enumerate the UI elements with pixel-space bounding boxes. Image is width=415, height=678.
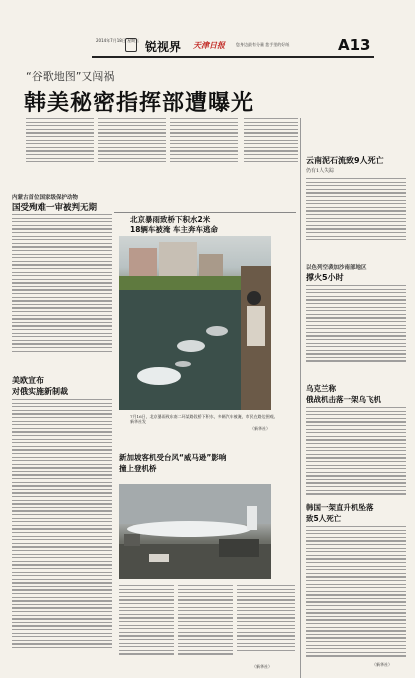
lead-body-col-4	[244, 118, 298, 165]
right-story4-body	[306, 526, 406, 659]
header-date: 2014年7月18日 星期五	[96, 38, 140, 43]
flood-credit: （新华社）	[250, 426, 270, 431]
right-story2-subtitle: 撑火5小时	[306, 273, 344, 282]
left-story2-title-2: 对俄实施新制裁	[12, 387, 68, 396]
left-story2-title-1: 美欧宣布	[12, 376, 44, 385]
flood-photo	[119, 236, 271, 410]
left-story1-subtitle: 国受殉难一审被判无期	[12, 203, 98, 213]
left-story1-body	[12, 214, 112, 354]
right-story3-body	[306, 407, 406, 497]
right-story4-title-1: 韩国一架直升机坠落	[306, 503, 374, 512]
right-story2-body	[306, 285, 406, 364]
plane-title-2: 撞上登机桥	[119, 464, 157, 473]
right-story1-body	[306, 178, 406, 243]
plane-body-col-1	[119, 585, 174, 657]
section-title: 锐视界	[145, 40, 182, 54]
right-story3-title-1: 乌克兰称	[306, 384, 336, 393]
lead-body-col-1	[26, 118, 94, 165]
flood-title-1: 北京暴雨致桥下积水2米	[130, 215, 211, 224]
lead-kicker: “谷歌地图”又闯祸	[26, 70, 115, 83]
lead-body-col-3	[170, 118, 238, 165]
plane-body-col-3	[237, 585, 295, 653]
right-story2-title: 以色列空袭加沙南部地区	[306, 265, 367, 271]
flood-caption: 7月16日，北京暴雨致东南二环某路段桥下积水，多辆汽车被淹，市民在路边围观。新华社发	[130, 414, 278, 424]
lead-body-col-2	[98, 118, 166, 165]
right-story1-title: 云南泥石流致9人死亡	[306, 156, 384, 165]
section-logo-icon	[125, 38, 137, 52]
plane-photo	[119, 484, 271, 579]
page-header	[0, 0, 415, 58]
flood-scene-image	[119, 236, 271, 410]
right-story3-title-2: 俄战机击落一架乌飞机	[306, 395, 381, 404]
plane-scene-image	[119, 484, 271, 579]
right-credit: （新华社）	[372, 662, 392, 667]
header-motto: 您身边最有分量 您手里的好纸	[236, 42, 290, 47]
plane-title-1: 新加坡客机受台风“威马逊”影响	[119, 453, 227, 462]
right-story4-title-2: 致5人死亡	[306, 514, 342, 523]
brand-logo: 天津日报	[193, 41, 225, 50]
page-number: A13	[338, 36, 371, 54]
plane-body-col-2	[178, 585, 233, 657]
flood-title-2: 18辆车被淹 车主奔车逃命	[130, 225, 219, 234]
lead-headline: 韩美秘密指挥部遭曝光	[24, 91, 255, 116]
vertical-divider-right	[300, 118, 301, 678]
right-story1-subtitle: 仍有1人失踪	[306, 168, 335, 174]
flood-box-border	[114, 212, 296, 213]
left-story1-title: 内蒙古首位国家级保护动物	[12, 195, 79, 201]
plane-credit: （新华社）	[252, 664, 272, 669]
header-rule	[92, 56, 374, 58]
left-story2-body	[12, 399, 112, 651]
